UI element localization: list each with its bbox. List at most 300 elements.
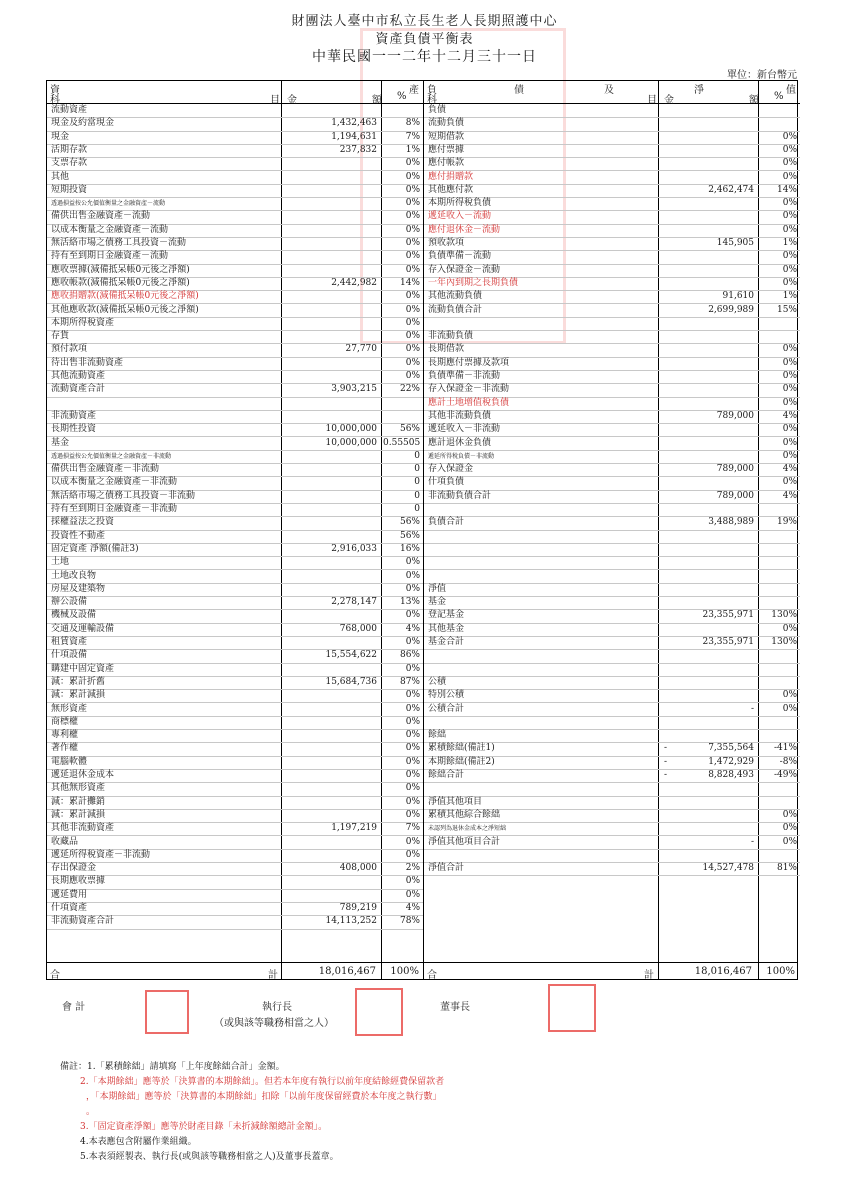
row-label: 現金及約當現金 bbox=[51, 118, 115, 129]
table-row bbox=[424, 343, 800, 357]
row-percent: 0% bbox=[405, 171, 420, 182]
row-label: 購建中固定資產 bbox=[51, 663, 115, 674]
table-row bbox=[424, 530, 800, 544]
table-row bbox=[424, 423, 800, 437]
chairman-stamp bbox=[548, 984, 596, 1032]
head-liab-1: 負 bbox=[427, 85, 437, 96]
row-percent: 0% bbox=[405, 796, 420, 807]
row-amount: 8,828,493 bbox=[708, 770, 754, 780]
table-row bbox=[47, 410, 423, 424]
table-row bbox=[424, 623, 800, 637]
row-percent: 16% bbox=[399, 543, 420, 554]
total-right-label: 合 bbox=[427, 970, 437, 981]
table-row bbox=[424, 503, 800, 517]
head-amount-1: 金 bbox=[287, 95, 297, 106]
row-percent: 0% bbox=[782, 477, 797, 488]
row-percent: 0% bbox=[405, 876, 420, 887]
row-label: 一年內到期之長期負債 bbox=[428, 277, 519, 288]
row-label: 應收票據(減備抵呆帳0元後之淨額) bbox=[51, 264, 190, 275]
row-label: 採權益法之投資 bbox=[51, 517, 115, 528]
row-label: 減：累計折舊 bbox=[51, 676, 106, 687]
row-label: 應計土地增值稅負債 bbox=[428, 397, 510, 408]
org-name: 財團法人臺中市私立長生老人長期照護中心 bbox=[291, 14, 558, 29]
table-row bbox=[47, 383, 423, 397]
table-row bbox=[424, 822, 800, 836]
row-label: 遞延費用 bbox=[51, 889, 88, 900]
row-percent: 0% bbox=[782, 703, 797, 714]
row-label: 長期性投資 bbox=[51, 424, 97, 435]
row-percent: 0% bbox=[405, 251, 420, 262]
table-row bbox=[47, 117, 423, 131]
row-amount: 10,000,000 bbox=[325, 437, 377, 448]
table-row bbox=[424, 463, 800, 477]
row-amount: 14,527,478 bbox=[702, 863, 754, 874]
row-amount: 91,610 bbox=[722, 291, 754, 302]
table-row bbox=[47, 264, 423, 278]
row-percent: 0% bbox=[405, 557, 420, 568]
table-row bbox=[424, 596, 800, 610]
row-percent: 0% bbox=[405, 291, 420, 302]
table-row bbox=[424, 676, 800, 690]
head-r-amount-1: 金 bbox=[664, 95, 674, 106]
row-label: 流動負債 bbox=[428, 118, 465, 129]
row-amount: 2,916,033 bbox=[331, 543, 377, 554]
table-row bbox=[424, 862, 800, 876]
row-percent: 56% bbox=[399, 530, 420, 541]
row-label: 應付票據 bbox=[428, 144, 465, 155]
table-row bbox=[424, 277, 800, 291]
row-percent: 0% bbox=[405, 211, 420, 222]
row-label: 土地改良物 bbox=[51, 570, 97, 581]
table-row bbox=[47, 530, 423, 544]
row-label: 其他 bbox=[51, 171, 70, 182]
row-percent: 0% bbox=[782, 357, 797, 368]
table-row bbox=[424, 796, 800, 810]
table-row bbox=[47, 756, 423, 770]
row-percent: 1% bbox=[405, 144, 420, 155]
note-4: 4.本表應包含附屬作業組織。 bbox=[80, 1137, 197, 1147]
row-negative-sign: - bbox=[664, 743, 668, 754]
table-row bbox=[424, 171, 800, 185]
row-label: 短期投資 bbox=[51, 184, 88, 195]
row-percent: 0% bbox=[405, 783, 420, 794]
row-amount: 15,684,736 bbox=[325, 676, 377, 687]
table-row bbox=[47, 663, 423, 677]
row-percent: 0% bbox=[405, 198, 420, 209]
row-label: 商標權 bbox=[51, 716, 79, 727]
table-row bbox=[47, 304, 423, 318]
totals-row bbox=[46, 962, 798, 981]
note-5: 5.本表須經製表、執行長(或與該等職務相當之人)及董事長蓋章。 bbox=[80, 1152, 339, 1162]
row-label: 公積 bbox=[428, 676, 447, 687]
table-row bbox=[424, 104, 800, 118]
row-label: 無活絡市場之債務工具投資－流動 bbox=[51, 238, 187, 248]
row-label: 累積餘絀(備註1) bbox=[428, 743, 495, 754]
table-row bbox=[424, 450, 800, 464]
report-title: 資產負債平衡表 bbox=[375, 32, 474, 47]
row-label: 以成本衡量之金融資產－流動 bbox=[51, 224, 169, 235]
table-row bbox=[47, 849, 423, 863]
row-percent: 0% bbox=[782, 823, 797, 834]
row-percent: 13% bbox=[399, 597, 420, 608]
table-row bbox=[424, 250, 800, 264]
row-amount: 789,000 bbox=[716, 490, 754, 501]
row-amount: 408,000 bbox=[339, 863, 377, 874]
row-label: 土地 bbox=[51, 557, 70, 568]
row-label: 待出售非流動資產 bbox=[51, 357, 124, 368]
row-label: 特別公積 bbox=[428, 690, 465, 701]
row-label: 預收款項 bbox=[428, 238, 465, 248]
row-label: 非流動資產合計 bbox=[51, 916, 115, 927]
head-amount-2: 額 bbox=[372, 95, 382, 106]
table-row bbox=[424, 410, 800, 424]
row-percent: 0% bbox=[405, 264, 420, 275]
row-label: 房屋及建築物 bbox=[51, 583, 106, 594]
total-right-label2: 計 bbox=[644, 970, 654, 981]
row-percent: 0% bbox=[782, 623, 797, 634]
row-label: 其他應收款(減備抵呆帳0元後之淨額) bbox=[51, 304, 199, 315]
row-label: 存出保證金 bbox=[51, 863, 97, 874]
row-amount: 2,278,147 bbox=[331, 597, 377, 608]
row-amount: 3,488,989 bbox=[708, 517, 754, 528]
row-percent: 0% bbox=[405, 610, 420, 621]
row-percent: 0% bbox=[782, 809, 797, 820]
head-liab-5: 值 bbox=[786, 85, 796, 96]
table-row bbox=[47, 330, 423, 344]
note-3: 3.「固定資產淨額」應等於財產目錄「未折減餘額總計金額」。 bbox=[80, 1122, 328, 1132]
row-percent: 0.55505 bbox=[383, 437, 421, 448]
table-row bbox=[47, 197, 423, 211]
row-percent: 0% bbox=[405, 730, 420, 741]
row-percent: 0% bbox=[405, 357, 420, 368]
row-percent: 0% bbox=[782, 224, 797, 235]
table-row bbox=[424, 556, 800, 570]
row-label: 非流動負債合計 bbox=[428, 490, 492, 501]
row-percent: 87% bbox=[399, 676, 420, 687]
note-2: 2.「本期餘絀」應等於「決算書的本期餘絀」。但若本年度有執行以前年度結餘經費保留款者 bbox=[80, 1077, 445, 1087]
row-percent: 14% bbox=[776, 184, 797, 195]
total-right-amount: 18,016,467 bbox=[694, 966, 752, 977]
table-row bbox=[47, 343, 423, 357]
table-row bbox=[47, 476, 423, 490]
total-left-label2: 計 bbox=[268, 970, 278, 981]
row-percent: 0 bbox=[414, 450, 420, 461]
total-left-pct: 100% bbox=[390, 966, 419, 977]
row-percent: 0% bbox=[782, 198, 797, 209]
row-label: 以成本衡量之金融資產－非流動 bbox=[51, 477, 178, 488]
table-row bbox=[424, 636, 800, 650]
row-label: 遞延所得稅資產－非流動 bbox=[51, 849, 151, 860]
row-label: 減：累計減損 bbox=[51, 690, 106, 701]
row-amount: 14,113,252 bbox=[325, 916, 377, 927]
row-amount: 27,770 bbox=[345, 344, 377, 355]
table-row bbox=[424, 849, 800, 863]
accountant-stamp bbox=[145, 990, 189, 1034]
table-row bbox=[424, 490, 800, 504]
row-label: 著作權 bbox=[51, 743, 79, 754]
row-label: 基金 bbox=[51, 437, 70, 448]
table-row bbox=[47, 290, 423, 304]
table-row bbox=[424, 264, 800, 278]
table-row bbox=[47, 703, 423, 717]
note-2-end: 。 bbox=[86, 1107, 96, 1117]
row-percent: 4% bbox=[405, 623, 420, 634]
row-label: 非流動資產 bbox=[51, 410, 97, 421]
table-row bbox=[47, 556, 423, 570]
table-row bbox=[424, 117, 800, 131]
row-label: 本期所得稅負債 bbox=[428, 198, 492, 209]
row-percent: 0% bbox=[782, 144, 797, 155]
table-row bbox=[47, 676, 423, 690]
table-row bbox=[47, 822, 423, 836]
table-row bbox=[424, 197, 800, 211]
table-row bbox=[47, 277, 423, 291]
balance-sheet bbox=[46, 80, 798, 980]
row-percent: 1% bbox=[782, 291, 797, 302]
report-date: 中華民國一一二年十二月三十一日 bbox=[312, 49, 537, 65]
row-label: 電腦軟體 bbox=[51, 756, 88, 767]
row-label: 備供出售金融資產－流動 bbox=[51, 211, 151, 222]
row-label: 餘絀 bbox=[428, 730, 447, 741]
row-amount: 1,472,929 bbox=[708, 756, 754, 767]
table-row bbox=[47, 809, 423, 823]
row-amount: 3,903,215 bbox=[331, 384, 377, 395]
row-percent: 0% bbox=[405, 849, 420, 860]
row-label: 存入保證金 bbox=[428, 464, 474, 475]
row-label: 非流動負債 bbox=[428, 331, 474, 342]
row-amount: 23,355,971 bbox=[702, 610, 754, 621]
row-percent: 0% bbox=[405, 317, 420, 328]
row-label: 基金合計 bbox=[428, 637, 465, 647]
row-amount: 789,000 bbox=[716, 464, 754, 475]
row-percent: 0% bbox=[405, 371, 420, 381]
row-percent: 0 bbox=[414, 504, 420, 514]
row-amount: 15,554,622 bbox=[325, 650, 377, 661]
row-percent: 7% bbox=[405, 131, 420, 142]
row-label: 遞延退休金成本 bbox=[51, 770, 115, 780]
table-row bbox=[424, 689, 800, 703]
chairman-label: 董事長 bbox=[440, 1002, 470, 1013]
row-label: 收藏品 bbox=[51, 836, 79, 847]
row-label: 應收帳款(減備抵呆帳0元後之淨額) bbox=[51, 277, 190, 288]
row-percent: 1% bbox=[782, 238, 797, 248]
row-label: 淨值其他項目合計 bbox=[428, 836, 501, 847]
director-note: （或與該等職務相當之人） bbox=[214, 1018, 334, 1029]
row-percent: 0% bbox=[782, 131, 797, 142]
director-label: 執行長 bbox=[262, 1002, 292, 1013]
table-row bbox=[47, 796, 423, 810]
table-row bbox=[424, 210, 800, 224]
row-percent: 0% bbox=[782, 344, 797, 355]
row-percent: 0% bbox=[782, 690, 797, 701]
table-row bbox=[47, 875, 423, 889]
row-label: 公積合計 bbox=[428, 703, 465, 714]
row-label: 無形資產 bbox=[51, 703, 88, 714]
note-1: 備註：1.「累積餘絀」請填寫「上年度餘絀合計」金額。 bbox=[60, 1062, 285, 1072]
table-row bbox=[47, 836, 423, 850]
table-row bbox=[47, 503, 423, 517]
row-label: 應付捐贈款 bbox=[428, 171, 474, 182]
head-item: 目 bbox=[270, 95, 280, 106]
row-percent: 0 bbox=[414, 490, 420, 501]
row-label: 什項負債 bbox=[428, 477, 465, 488]
row-label: 減：累計攤銷 bbox=[51, 796, 106, 807]
row-percent: 0% bbox=[405, 756, 420, 767]
row-amount: 789,219 bbox=[339, 903, 377, 913]
table-row bbox=[47, 902, 423, 916]
row-label: 本期所得稅資產 bbox=[51, 317, 115, 328]
row-label: 其他基金 bbox=[428, 623, 465, 634]
total-right-pct: 100% bbox=[766, 966, 795, 977]
table-row bbox=[47, 769, 423, 783]
total-left-label: 合 bbox=[50, 970, 60, 981]
table-row bbox=[47, 716, 423, 730]
row-percent: 4% bbox=[782, 464, 797, 475]
head-liab-3: 及 bbox=[604, 85, 614, 96]
row-label: 負債準備－非流動 bbox=[428, 371, 501, 381]
row-label: 餘絀合計 bbox=[428, 770, 465, 780]
table-row bbox=[47, 596, 423, 610]
table-row bbox=[47, 915, 423, 929]
row-label: 預付款項 bbox=[51, 344, 88, 355]
row-label: 本期餘絀(備註2) bbox=[428, 756, 495, 767]
table-row bbox=[424, 330, 800, 344]
table-row bbox=[424, 729, 800, 743]
row-percent: -8% bbox=[779, 756, 797, 767]
row-negative-sign: - bbox=[664, 756, 668, 767]
row-label: 投資性不動產 bbox=[51, 530, 106, 541]
row-label: 應付帳款 bbox=[428, 158, 465, 169]
table-row bbox=[47, 397, 423, 411]
row-amount: 2,699,989 bbox=[708, 304, 754, 315]
row-amount: 23,355,971 bbox=[702, 637, 754, 647]
row-label: 其他應付款 bbox=[428, 184, 474, 195]
row-percent: 56% bbox=[399, 517, 420, 528]
row-amount: 1,432,463 bbox=[331, 118, 377, 129]
head-asset-2: 產 bbox=[409, 85, 419, 96]
row-label: 交通及運輸設備 bbox=[51, 623, 115, 634]
row-label: 透過損益按公允價值衡量之金融資產－非流動 bbox=[51, 452, 172, 460]
table-row bbox=[424, 649, 800, 663]
row-percent: 0% bbox=[782, 371, 797, 381]
table-row bbox=[424, 370, 800, 384]
row-amount: - bbox=[750, 703, 754, 714]
row-label: 其他非流動負債 bbox=[428, 410, 492, 421]
row-label: 機械及設備 bbox=[51, 610, 97, 621]
row-percent: 0% bbox=[405, 809, 420, 820]
row-label: 活期存款 bbox=[51, 144, 88, 155]
row-label: 備供出售金融資產－非流動 bbox=[51, 464, 160, 475]
row-percent: 0% bbox=[405, 716, 420, 727]
table-row bbox=[47, 423, 423, 437]
row-percent: 0% bbox=[782, 424, 797, 435]
row-label: 流動資產合計 bbox=[51, 384, 106, 395]
row-percent: 0% bbox=[405, 224, 420, 235]
row-amount: 789,000 bbox=[716, 410, 754, 421]
table-row bbox=[47, 729, 423, 743]
table-row bbox=[424, 397, 800, 411]
row-percent: 81% bbox=[776, 863, 797, 874]
row-amount: - bbox=[750, 836, 754, 847]
table-row bbox=[47, 636, 423, 650]
row-label: 未認列為退休金成本之淨短絀 bbox=[428, 825, 507, 833]
row-amount: 768,000 bbox=[339, 623, 377, 634]
row-label: 透過損益按公允價值衡量之金融資產－流動 bbox=[51, 200, 166, 208]
table-row bbox=[47, 889, 423, 903]
row-percent: 0% bbox=[782, 397, 797, 408]
row-percent: 0% bbox=[405, 836, 420, 847]
row-label: 無活絡市場之債務工具投資－非流動 bbox=[51, 490, 196, 501]
table-row bbox=[424, 131, 800, 145]
row-percent: 0% bbox=[405, 583, 420, 594]
row-amount: 145,905 bbox=[716, 238, 754, 248]
row-label: 遞延收入－非流動 bbox=[428, 424, 501, 435]
table-row bbox=[47, 516, 423, 530]
row-label: 遞延收入－流動 bbox=[428, 211, 492, 222]
row-percent: 2% bbox=[405, 863, 420, 874]
liabilities-column bbox=[423, 81, 800, 979]
row-amount: 2,442,982 bbox=[331, 277, 377, 288]
row-label: 專利權 bbox=[51, 730, 79, 741]
row-percent: 0% bbox=[405, 770, 420, 780]
row-percent: 0 bbox=[414, 464, 420, 475]
table-row bbox=[424, 609, 800, 623]
row-label: 負債 bbox=[428, 105, 447, 115]
row-label: 應收捐贈款(減備抵呆帳0元後之淨額) bbox=[51, 291, 199, 302]
row-percent: 8% bbox=[405, 118, 420, 129]
row-percent: 4% bbox=[405, 903, 420, 913]
table-row bbox=[47, 463, 423, 477]
row-amount: 2,462,474 bbox=[708, 184, 754, 195]
table-row bbox=[424, 769, 800, 783]
table-row bbox=[47, 649, 423, 663]
row-label: 淨值合計 bbox=[428, 863, 465, 874]
note-2-cont: ，「本期餘絀」應等於「決算書的本期餘絀」扣除「以前年度保留經費於本年度之執行數」 bbox=[86, 1092, 442, 1102]
row-percent: 0% bbox=[782, 171, 797, 182]
row-label: 應計退休金負債 bbox=[428, 437, 492, 448]
table-row bbox=[424, 836, 800, 850]
row-label: 存入保證金－流動 bbox=[428, 264, 501, 275]
table-row bbox=[424, 476, 800, 490]
table-row bbox=[47, 609, 423, 623]
row-percent: 0% bbox=[405, 344, 420, 355]
row-amount: 7,355,564 bbox=[708, 743, 754, 754]
row-label: 辦公設備 bbox=[51, 597, 88, 608]
table-row bbox=[424, 663, 800, 677]
row-label: 固定資產 淨額(備註3) bbox=[51, 543, 139, 554]
table-row bbox=[47, 543, 423, 557]
row-amount: 10,000,000 bbox=[325, 424, 377, 435]
table-row bbox=[47, 157, 423, 171]
row-percent: 0 bbox=[414, 477, 420, 488]
row-label: 負債合計 bbox=[428, 517, 465, 528]
row-amount: 1,197,219 bbox=[331, 823, 377, 834]
row-label: 其他非流動資產 bbox=[51, 823, 115, 834]
row-percent: -41% bbox=[773, 743, 797, 754]
head-pct: % bbox=[397, 91, 407, 102]
head-r-amount-2: 額 bbox=[749, 95, 759, 106]
table-row bbox=[47, 171, 423, 185]
table-row bbox=[47, 104, 423, 118]
row-percent: 14% bbox=[399, 277, 420, 288]
table-row bbox=[424, 357, 800, 371]
row-label: 流動負債合計 bbox=[428, 304, 483, 315]
footnotes bbox=[60, 1060, 800, 1165]
table-row bbox=[47, 144, 423, 158]
row-label: 存入保證金－非流動 bbox=[428, 384, 510, 395]
row-percent: 0% bbox=[782, 211, 797, 222]
head-r-item: 目 bbox=[647, 95, 657, 106]
